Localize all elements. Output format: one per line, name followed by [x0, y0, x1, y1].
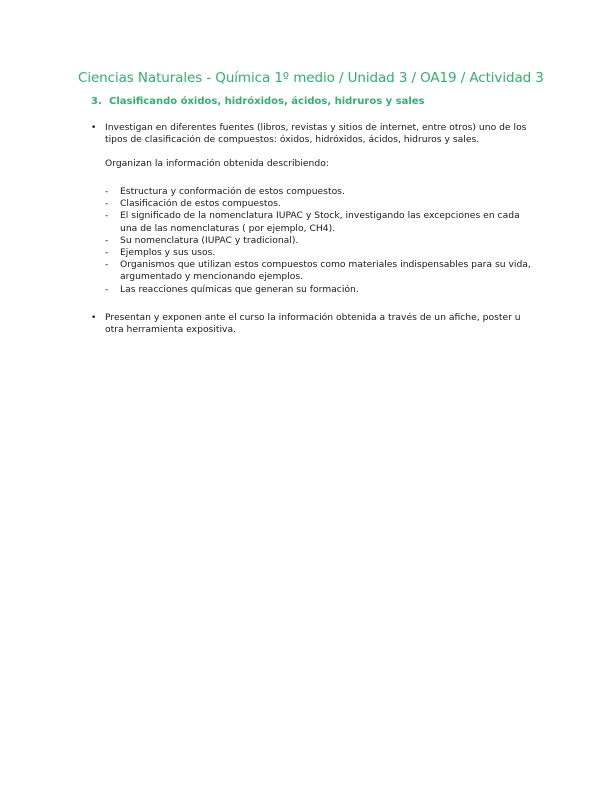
list-item-text: Clasificación de estos compuestos. [120, 198, 281, 210]
dash-icon: - [105, 198, 109, 210]
list-item [105, 210, 535, 234]
list-item [105, 186, 535, 198]
section-title-text: Clasificando óxidos, hidróxidos, ácidos, hidruros y sales [109, 96, 425, 107]
dash-icon: - [105, 210, 109, 222]
intro-text: Organizan la información obtenida describiendo: [105, 158, 329, 169]
dash-icon: - [105, 247, 109, 259]
bullet-icon: • [91, 123, 97, 133]
list-item-text: El significado de la nomenclatura IUPAC y Stock, investigando las excepciones en cada una de las nomenclaturas ( por ejemplo, CH4). [120, 210, 520, 234]
bullet-icon: • [91, 313, 97, 323]
list-item [105, 259, 535, 283]
bullet-text: Presentan y exponen ante el curso la información obtenida a través de un afiche, poster u otra herramienta expositiva. [105, 312, 521, 336]
list-item [105, 284, 535, 296]
dash-icon: - [105, 234, 109, 246]
dash-icon: - [105, 186, 109, 197]
list-item-text: Organismos que utilizan estos compuestos como materiales indispensables para su vida, argumentado y mencionando ejemplos. [120, 259, 531, 283]
dash-icon: - [105, 259, 109, 271]
section-title [91, 96, 424, 107]
dash-list [105, 186, 535, 296]
bullet-item [91, 312, 531, 336]
list-item-text: Su nomenclatura (IUPAC y tradicional). [120, 234, 299, 246]
list-item [105, 247, 535, 259]
list-item [105, 235, 535, 247]
page-header: Ciencias Naturales - Química 1º medio / Unidad 3 / OA19 / Actividad 3 [78, 70, 544, 86]
list-item-text: Las reacciones químicas que generan su formación. [120, 283, 359, 295]
list-item [105, 198, 535, 210]
list-item-text: Estructura y conformación de estos compuestos. [120, 186, 345, 197]
dash-icon: - [105, 283, 109, 295]
section-number: 3. [91, 96, 102, 107]
list-item-text: Ejemplos y sus usos. [120, 247, 216, 259]
bullet-item [91, 122, 531, 146]
bullet-text: Investigan en diferentes fuentes (libros, revistas y sitios de internet, entre otros) uno de los tipos de clasificación de compuestos: óxidos, hidróxidos, ácidos, hidruros y sales. [105, 122, 527, 146]
